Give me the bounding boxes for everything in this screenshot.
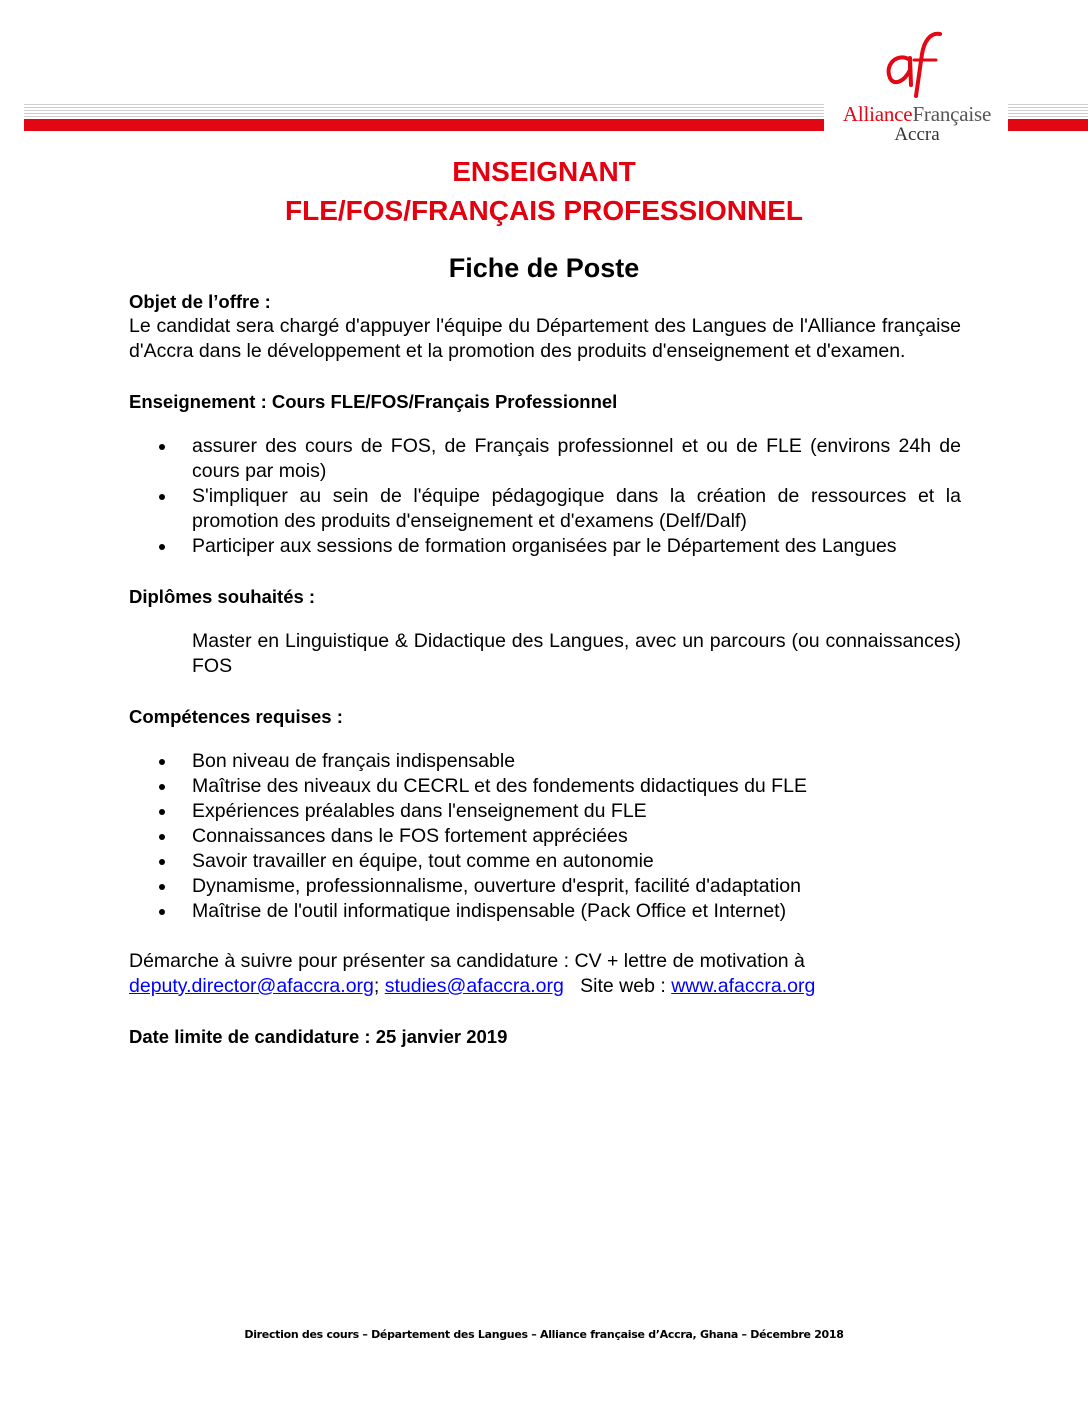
list-item bbox=[192, 799, 961, 824]
bullet-icon bbox=[159, 784, 165, 790]
logo-name-part1: Alliance bbox=[842, 102, 913, 126]
list-item-text: Maîtrise des niveaux du CECRL et des fondements didactiques du FLE bbox=[192, 775, 807, 797]
demarche-text: Démarche à suivre pour présenter sa candidature : CV + lettre de motivation à bbox=[129, 950, 805, 972]
logo-city: Accra bbox=[894, 124, 940, 145]
enseignement-heading: Enseignement : Cours FLE/FOS/Français Professionnel bbox=[129, 391, 618, 412]
date-limite: Date limite de candidature : 25 janvier 2019 bbox=[129, 1026, 508, 1047]
header-band-left bbox=[24, 104, 824, 131]
list-item bbox=[192, 434, 961, 484]
bullet-icon bbox=[159, 444, 165, 450]
header-stripes bbox=[24, 104, 824, 119]
list-item bbox=[192, 849, 961, 874]
list-item-text: S'impliquer au sein de l'équipe pédagogique dans la création de ressources et la promotion des produits d'enseignement et d'examens (Delf/Dalf) bbox=[192, 485, 961, 532]
objet-heading: Objet de l’offre : bbox=[129, 291, 271, 312]
bullet-icon bbox=[159, 884, 165, 890]
competences-heading: Compétences requises : bbox=[129, 706, 343, 727]
header-red-band-right bbox=[1008, 119, 1088, 131]
list-item bbox=[192, 484, 961, 534]
bullet-icon bbox=[159, 494, 165, 500]
site-label: Site web : bbox=[580, 975, 666, 997]
bullet-icon bbox=[159, 809, 165, 815]
competences-list bbox=[129, 749, 961, 924]
document-body bbox=[129, 289, 961, 1049]
website-link[interactable]: www.afaccra.org bbox=[671, 975, 816, 997]
header-red-band bbox=[24, 119, 824, 131]
enseignement-list bbox=[129, 434, 961, 559]
list-item-text: Dynamisme, professionnalisme, ouverture d'esprit, facilité d'adaptation bbox=[192, 875, 801, 897]
header-band-right bbox=[1008, 104, 1088, 131]
alliance-francaise-logo bbox=[832, 30, 1002, 145]
email-deputy-director-link[interactable]: deputy.director@afaccra.org bbox=[129, 975, 374, 997]
list-item bbox=[192, 899, 961, 924]
af-logo-mark-icon bbox=[872, 30, 962, 98]
list-item-text: Maîtrise de l'outil informatique indispensable (Pack Office et Internet) bbox=[192, 900, 787, 922]
list-item bbox=[192, 774, 961, 799]
list-item bbox=[192, 824, 961, 849]
list-item bbox=[192, 874, 961, 899]
job-title-line1: ENSEIGNANT bbox=[452, 156, 636, 187]
job-title-line2: FLE/FOS/FRANÇAIS PROFESSIONNEL bbox=[284, 195, 804, 226]
page-subtitle: Fiche de Poste bbox=[448, 253, 640, 283]
list-item-text: Expériences préalables dans l'enseignement du FLE bbox=[192, 800, 647, 822]
logo-name bbox=[832, 102, 1002, 126]
diplomes-text: Master en Linguistique & Didactique des Langues, avec un parcours (ou connaissances) FOS bbox=[192, 630, 961, 677]
list-item bbox=[192, 534, 961, 559]
header-stripes-right bbox=[1008, 104, 1088, 119]
logo-name-part2: Française bbox=[912, 102, 992, 126]
list-item-text: Bon niveau de français indispensable bbox=[192, 750, 516, 772]
list-item-text: Savoir travailler en équipe, tout comme en autonomie bbox=[192, 850, 654, 872]
objet-text: Le candidat sera chargé d'appuyer l'équipe du Département des Langues de l'Alliance française d'Accra dans le développement et la promotion des produits d'enseignement et d'examen. bbox=[129, 315, 961, 362]
email-studies-link[interactable]: studies@afaccra.org bbox=[384, 975, 564, 997]
demarche-paragraph bbox=[129, 949, 961, 999]
list-item-text: Connaissances dans le FOS fortement appréciées bbox=[192, 825, 628, 847]
page-footer: Direction des cours – Département des Langues – Alliance française d’Accra, Ghana – Décembre 2018 bbox=[244, 1328, 844, 1341]
email-separator: ; bbox=[373, 975, 380, 997]
list-item bbox=[192, 749, 961, 774]
bullet-icon bbox=[159, 859, 165, 865]
bullet-icon bbox=[159, 759, 165, 765]
list-item-text: Participer aux sessions de formation organisées par le Département des Langues bbox=[192, 535, 897, 557]
list-item-text: assurer des cours de FOS, de Français professionnel et ou de FLE (environs 24h de cours par mois) bbox=[192, 435, 961, 482]
bullet-icon bbox=[159, 544, 165, 550]
bullet-icon bbox=[159, 834, 165, 840]
diplomes-heading: Diplômes souhaités : bbox=[129, 586, 316, 607]
bullet-icon bbox=[159, 909, 165, 915]
